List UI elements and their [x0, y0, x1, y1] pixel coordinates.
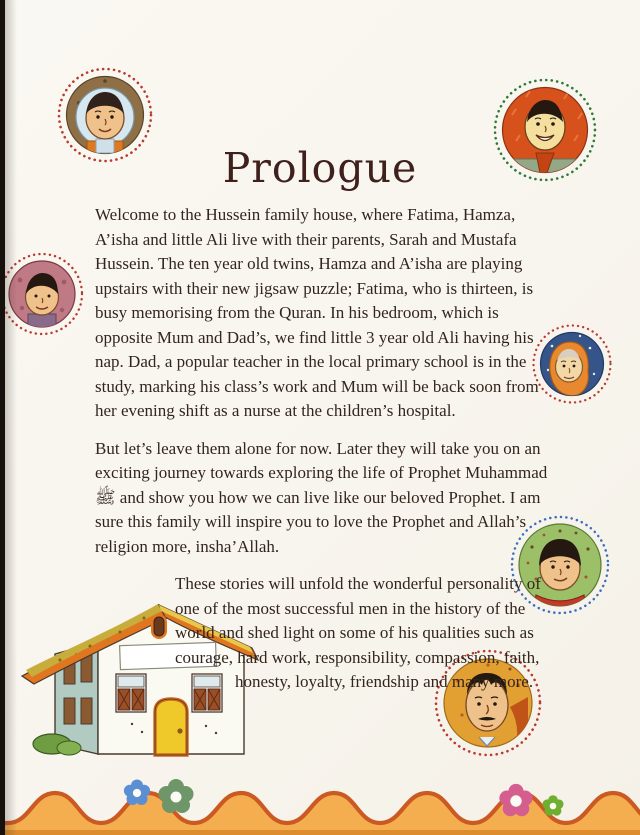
blue-flower-icon — [122, 778, 152, 813]
green-flower-icon — [156, 777, 196, 822]
paragraph-2 — [95, 437, 557, 560]
house-text-spacer-1 — [95, 648, 175, 672]
paragraph-1-text: Welcome to the Hussein family house, where Fatima, Hamza, A’isha and little Ali live with their parents, Sarah and Mustafa Hussein. The ten year old twins, Hamza and A’isha are playing upstairs with their new jigsaw puzzle; Fatima, who is thirteen, is busy memorising from the Quran. In his bedroom, which is opposite Mum and Dad’s, we find little 3 year old Ali having his nap. Dad, a popular teacher in the local primary school is in the study, marking his class’s work and Mum will be back soon from her evening shift as a nurse at the children’s hospital. — [95, 205, 539, 420]
paragraph-3-text: These stories will unfold the wonderful personality of one of the most successful men in the history of the world and shed light on some of his qualities such as courage, hard work, responsibility, compassion, faith, honesty, loyalty, friendship and many more. — [175, 574, 541, 691]
lime-flower-icon — [541, 794, 565, 823]
scan-edge-shadow — [5, 0, 17, 835]
house-text-spacer-2 — [95, 672, 235, 698]
page-title: Prologue — [222, 144, 418, 192]
paragraph-2-text: But let’s leave them alone for now. Later they will take you on an exciting journey towards exploring the life of Prophet Muhammad ﷺ and show you how we can live like our beloved Prophet. I am sure this family will inspire you to love the Prophet and Allah’s religion more, insha’Allah. — [95, 438, 548, 556]
paragraph-1 — [95, 203, 557, 424]
paragraph-3 — [95, 572, 557, 695]
text-block — [95, 203, 557, 708]
pink-flower-icon — [497, 782, 535, 825]
